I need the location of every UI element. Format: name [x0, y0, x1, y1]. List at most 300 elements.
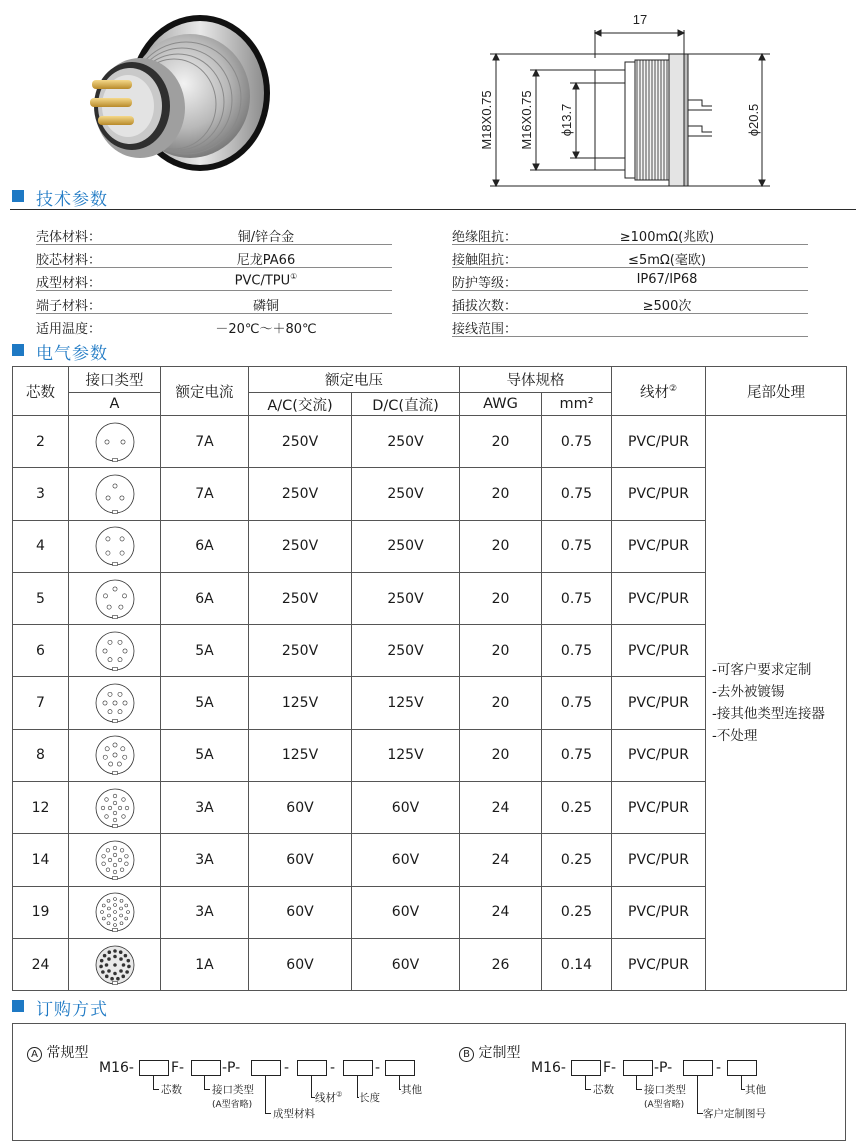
pin-layout-svg: [94, 839, 136, 881]
tech-section-header: [10, 186, 856, 208]
pin-dot: [113, 918, 116, 921]
pin-dot: [118, 858, 122, 862]
label-iface-note: (A型省略): [644, 1100, 685, 1110]
cell-ac: 250V: [249, 468, 352, 520]
footnote-mark: ②: [336, 1090, 343, 1099]
spec-value: IP67/IP68: [636, 272, 698, 287]
spec-key: 插拔次数：: [452, 299, 518, 314]
order-a-p: -P-: [222, 1060, 241, 1076]
spec-value: ≥500次: [642, 299, 692, 314]
spec-row: [36, 291, 392, 314]
code-box-length: [343, 1060, 373, 1076]
pin-dot: [117, 762, 121, 766]
pin-dot: [112, 701, 116, 705]
key-notch: [112, 877, 117, 880]
pin-dot: [122, 649, 126, 653]
spec-key: 防护等级：: [452, 276, 518, 291]
key-notch: [112, 929, 117, 932]
pin-dot: [119, 969, 122, 972]
spec-key: 适用温度：: [36, 322, 102, 337]
dim-thread-inner: M16X0.75: [519, 90, 534, 150]
elec-section-header: [10, 340, 856, 362]
code-box-cores: [139, 1060, 169, 1076]
spec-key: 接线范围：: [452, 322, 518, 337]
pin-dot: [112, 753, 116, 757]
tail-option: -去外被镀锡: [712, 684, 785, 701]
cell-current: 3A: [161, 834, 249, 886]
pin-dot: [119, 496, 123, 500]
spec-value: PVC/TPU: [234, 273, 291, 289]
spec-value-wrap: [186, 272, 346, 288]
dash: -: [330, 1060, 336, 1076]
pin-dot: [107, 922, 110, 925]
spec-key: 成型材料：: [36, 276, 102, 291]
col-voltage: 额定电压: [249, 367, 460, 393]
col-iface: 接口类型: [69, 367, 161, 393]
circled-b-icon: B: [459, 1047, 474, 1062]
cell-mm2: 0.75: [542, 468, 612, 520]
pin-dot: [104, 814, 108, 818]
dim-length: 17: [632, 12, 648, 27]
pin-dot: [107, 957, 110, 960]
pin-dot: [113, 911, 116, 914]
cell-wire: PVC/PUR: [612, 834, 706, 886]
pin-dot: [105, 496, 109, 500]
pin-dot: [112, 586, 116, 590]
pin-layout-svg: [94, 578, 136, 620]
key-notch: [112, 563, 117, 566]
pin-dot: [124, 855, 128, 859]
table-header-row: [13, 367, 847, 393]
order-a-f: F-: [171, 1060, 185, 1076]
dim-flange: ϕ20.5: [746, 103, 761, 137]
pin-layout-svg: [94, 787, 136, 829]
pin-dot: [107, 710, 111, 714]
label-other: 其他: [745, 1084, 766, 1096]
cell-mm2: 0.25: [542, 886, 612, 938]
cell-current: 1A: [161, 938, 249, 990]
col-wire-label: 线材: [639, 384, 669, 401]
section-rule: [10, 209, 856, 210]
pin-dot: [107, 950, 110, 953]
pin-dot: [119, 957, 122, 960]
cell-ac: 60V: [249, 886, 352, 938]
connector-face: [96, 475, 134, 513]
key-notch: [112, 981, 117, 984]
pin-dot: [106, 849, 110, 853]
label-molding: 成型材料: [273, 1108, 315, 1120]
pin-layout-svg: [94, 682, 136, 724]
cell-current: 6A: [161, 520, 249, 572]
tech-spec-left: [36, 222, 392, 337]
cell-cores: 4: [13, 520, 69, 572]
pin-dot: [119, 551, 123, 555]
pin-layout-svg: [94, 891, 136, 933]
pin-layout-icon: [69, 729, 161, 781]
pin-layout-icon: [69, 416, 161, 468]
cell-cores: 14: [13, 834, 69, 886]
spec-row: [36, 268, 392, 291]
pin-layout-svg: [94, 421, 136, 463]
pin-dot: [118, 806, 122, 810]
cell-dc: 125V: [352, 677, 460, 729]
pin-dot: [119, 950, 122, 953]
pin-dot: [113, 904, 116, 907]
col-iface-sub: A: [69, 393, 161, 416]
spec-value: 磷铜: [252, 299, 279, 314]
col-wire: [612, 367, 706, 416]
pin-layout-icon: [69, 520, 161, 572]
col-awg: AWG: [460, 393, 542, 416]
cell-awg: 20: [460, 572, 542, 624]
pin-dot: [113, 818, 117, 822]
pin-dot: [120, 747, 124, 751]
pin-dot: [107, 692, 111, 696]
dash: -: [716, 1060, 722, 1076]
cell-dc: 250V: [352, 572, 460, 624]
pin-dot: [122, 963, 125, 966]
pin-dot: [125, 806, 129, 810]
cell-awg: 24: [460, 886, 542, 938]
tail-option: -接其他类型连接器: [712, 706, 825, 723]
pin-dot: [103, 954, 106, 957]
pin-dot: [113, 870, 117, 874]
cell-current: 6A: [161, 572, 249, 624]
spec-value: －20℃～＋80℃: [215, 322, 317, 337]
pin-dot: [124, 917, 127, 920]
pin-layout-svg: [94, 473, 136, 515]
cell-mm2: 0.14: [542, 938, 612, 990]
pin-dot: [117, 640, 121, 644]
cell-mm2: 0.75: [542, 520, 612, 572]
spec-row: [452, 222, 808, 245]
cell-wire: PVC/PUR: [612, 729, 706, 781]
pin-dot: [126, 911, 129, 914]
pin-dot: [101, 862, 105, 866]
cell-ac: 250V: [249, 416, 352, 468]
spec-row: [452, 291, 808, 314]
pin-dot: [100, 911, 103, 914]
cell-dc: 250V: [352, 520, 460, 572]
pin-dot: [103, 756, 107, 760]
elec-section-title: 电气参数: [36, 344, 108, 364]
leader-line: [636, 1076, 642, 1090]
order-a-title: [27, 1042, 88, 1062]
pin-layout-icon: [69, 782, 161, 834]
pin-dot: [102, 701, 106, 705]
pin-dot: [104, 440, 108, 444]
key-notch: [112, 720, 117, 723]
table-row: [13, 416, 847, 468]
cell-awg: 24: [460, 782, 542, 834]
pin-dot: [119, 537, 123, 541]
pin-dot: [104, 797, 108, 801]
cell-current: 3A: [161, 886, 249, 938]
footnote-mark: ①: [290, 272, 298, 281]
pin-dot: [125, 970, 128, 973]
pin-dot: [102, 904, 105, 907]
pin-dot: [117, 657, 121, 661]
pin-dot: [121, 814, 125, 818]
code-box-molding: [251, 1060, 281, 1076]
code-box-iface: [191, 1060, 221, 1076]
pin-dot: [106, 868, 110, 872]
label-cores: 芯数: [593, 1084, 614, 1096]
dash: -: [284, 1060, 290, 1076]
spec-key: 绝缘阻抗：: [452, 230, 518, 245]
spec-key: 端子材料：: [36, 299, 102, 314]
pin-layout-icon: [69, 677, 161, 729]
key-notch: [112, 458, 117, 461]
pin-dot: [113, 863, 117, 867]
dim-thread-outer: M18X0.75: [479, 90, 494, 150]
order-b-title-text: 定制型: [478, 1045, 521, 1061]
pin-dot: [113, 955, 116, 958]
cell-awg: 24: [460, 834, 542, 886]
leader-line: [265, 1076, 271, 1114]
order-b-p: -P-: [654, 1060, 673, 1076]
pin-layout-svg: [94, 944, 136, 986]
pin-dot: [105, 747, 109, 751]
pin-dot: [120, 922, 123, 925]
spec-value: 铜/锌合金: [237, 230, 295, 245]
order-section-title: 订购方式: [36, 1000, 108, 1020]
spec-row: [36, 245, 392, 268]
cell-mm2: 0.25: [542, 834, 612, 886]
cell-ac: 250V: [249, 572, 352, 624]
col-tail: 尾部处理: [706, 367, 847, 416]
pin-dot: [101, 855, 105, 859]
dimension-drawing: [470, 8, 810, 188]
cell-wire: PVC/PUR: [612, 677, 706, 729]
pin-layout-icon: [69, 938, 161, 990]
cell-awg: 20: [460, 468, 542, 520]
spec-value: ≥100mΩ(兆欧): [619, 230, 715, 245]
key-notch: [112, 824, 117, 827]
cell-dc: 60V: [352, 938, 460, 990]
cell-mm2: 0.25: [542, 782, 612, 834]
cell-cores: 2: [13, 416, 69, 468]
pin-dot: [122, 756, 126, 760]
section-bullet-icon: [12, 344, 24, 356]
pin-dot: [113, 949, 116, 952]
pin-layout-icon: [69, 572, 161, 624]
cell-ac: 125V: [249, 729, 352, 781]
pin-dot: [102, 649, 106, 653]
order-b-f: F-: [603, 1060, 617, 1076]
cell-current: 7A: [161, 468, 249, 520]
section-bullet-icon: [12, 190, 24, 202]
pin-dot: [103, 593, 107, 597]
pin-dot: [113, 963, 116, 966]
spec-key: 接触阻抗：: [452, 253, 518, 268]
pin-dot: [107, 640, 111, 644]
cell-ac: 250V: [249, 625, 352, 677]
label-iface: 接口类型: [212, 1084, 254, 1096]
cell-cores: 5: [13, 572, 69, 624]
label-custom: 客户定制图号: [703, 1108, 766, 1120]
cell-mm2: 0.75: [542, 729, 612, 781]
code-box-other: [385, 1060, 415, 1076]
pin-dot: [124, 904, 127, 907]
code-box-other: [727, 1060, 757, 1076]
pin-dot: [107, 969, 110, 972]
order-b-title: [459, 1042, 520, 1062]
pin-dot: [100, 959, 103, 962]
pin-dot: [105, 551, 109, 555]
pin-dot: [108, 762, 112, 766]
pin-dot: [120, 849, 124, 853]
cell-dc: 60V: [352, 886, 460, 938]
cell-awg: 26: [460, 938, 542, 990]
section-bullet-icon: [12, 1000, 24, 1012]
electrical-table: [12, 366, 847, 991]
label-cores: 芯数: [161, 1084, 182, 1096]
pin-dot: [126, 959, 129, 962]
cell-wire: PVC/PUR: [612, 520, 706, 572]
spec-value: ≤5mΩ(毫欧): [628, 253, 706, 268]
pin-dot: [117, 710, 121, 714]
cell-dc: 60V: [352, 782, 460, 834]
spec-row: [452, 245, 808, 268]
tail-option: -不处理: [712, 728, 758, 745]
connector-face: [96, 527, 134, 565]
pin-dot: [107, 907, 110, 910]
pin-dot: [122, 593, 126, 597]
pin-dot: [120, 868, 124, 872]
cell-ac: 60V: [249, 782, 352, 834]
spec-key: 壳体材料：: [36, 230, 102, 245]
cell-current: 3A: [161, 782, 249, 834]
pin-dot: [105, 537, 109, 541]
cell-awg: 20: [460, 729, 542, 781]
label-other: 其他: [401, 1084, 422, 1096]
pin-dot: [112, 743, 116, 747]
cell-cores: 6: [13, 625, 69, 677]
connector-face: [96, 423, 134, 461]
col-ac: A/C(交流): [249, 393, 352, 416]
cell-ac: 250V: [249, 520, 352, 572]
col-mm2: mm²: [542, 393, 612, 416]
label-length: 长度: [359, 1092, 380, 1104]
key-notch: [112, 667, 117, 670]
cell-ac: 60V: [249, 938, 352, 990]
cell-wire: PVC/PUR: [612, 416, 706, 468]
pin-dot: [127, 965, 130, 968]
tech-section-title: 技术参数: [36, 190, 108, 210]
cell-wire: PVC/PUR: [612, 572, 706, 624]
pin-dot: [122, 701, 126, 705]
connector-face: [96, 580, 134, 618]
pin-dot: [121, 797, 125, 801]
pin-dot: [123, 954, 126, 957]
spec-key: 胶芯材料：: [36, 253, 102, 268]
spec-row: [36, 222, 392, 245]
tail-options: [706, 416, 847, 991]
code-box-wire: [297, 1060, 327, 1076]
pin-dot: [113, 811, 117, 815]
spec-value: 尼龙PA66: [236, 253, 296, 268]
dim-bore: ϕ13.7: [559, 103, 574, 137]
order-box: [12, 1023, 846, 1141]
pin-dot: [105, 974, 108, 977]
pin-dot: [118, 605, 122, 609]
pin-dot: [119, 914, 122, 917]
pin-dot: [120, 440, 124, 444]
cell-wire: PVC/PUR: [612, 938, 706, 990]
code-box-iface: [623, 1060, 653, 1076]
cell-mm2: 0.75: [542, 572, 612, 624]
pin-layout-icon: [69, 468, 161, 520]
cell-dc: 60V: [352, 834, 460, 886]
spec-row: [452, 268, 808, 291]
pin-layout-svg: [94, 630, 136, 672]
pin-dot: [107, 605, 111, 609]
pin-dot: [107, 914, 110, 917]
pin-dot: [113, 853, 117, 857]
connector-face: [96, 632, 134, 670]
pin-layout-svg: [94, 734, 136, 776]
pin-layout-icon: [69, 834, 161, 886]
tech-spec-right: [452, 222, 808, 337]
cell-awg: 20: [460, 520, 542, 572]
col-cores: 芯数: [13, 367, 69, 416]
spec-row: [36, 314, 392, 337]
pin-dot: [120, 900, 123, 903]
pin-layout-icon: [69, 886, 161, 938]
pin-dot: [99, 965, 102, 968]
pin-dot: [108, 858, 112, 862]
order-a-title-text: 常规型: [46, 1045, 89, 1061]
cell-cores: 12: [13, 782, 69, 834]
code-box-cores: [571, 1060, 601, 1076]
cell-mm2: 0.75: [542, 625, 612, 677]
cell-cores: 8: [13, 729, 69, 781]
pin-layout-svg: [94, 525, 136, 567]
pin-dot: [113, 794, 117, 798]
key-notch: [112, 510, 117, 513]
pin-dot: [113, 972, 116, 975]
cell-awg: 20: [460, 625, 542, 677]
cell-current: 7A: [161, 416, 249, 468]
cell-cores: 19: [13, 886, 69, 938]
leader-line: [153, 1076, 159, 1090]
label-iface: 接口类型: [644, 1084, 686, 1096]
circled-a-icon: A: [27, 1047, 42, 1062]
cell-cores: 3: [13, 468, 69, 520]
cell-dc: 250V: [352, 468, 460, 520]
pin-dot: [119, 907, 122, 910]
pin-dot: [117, 692, 121, 696]
connector-photo: [70, 8, 290, 183]
tail-option: -可客户要求定制: [712, 662, 812, 679]
cell-ac: 60V: [249, 834, 352, 886]
label-iface-note: (A型省略): [212, 1100, 253, 1110]
cell-awg: 20: [460, 677, 542, 729]
cell-wire: PVC/PUR: [612, 886, 706, 938]
cell-dc: 125V: [352, 729, 460, 781]
cell-mm2: 0.75: [542, 677, 612, 729]
pin-dot: [113, 924, 116, 927]
order-section-header: [10, 996, 856, 1018]
cell-awg: 20: [460, 416, 542, 468]
leader-line: [585, 1076, 591, 1090]
spec-row: [452, 314, 808, 337]
cell-current: 5A: [161, 625, 249, 677]
pin-dot: [113, 846, 117, 850]
key-notch: [112, 772, 117, 775]
pin-dot: [110, 977, 113, 980]
